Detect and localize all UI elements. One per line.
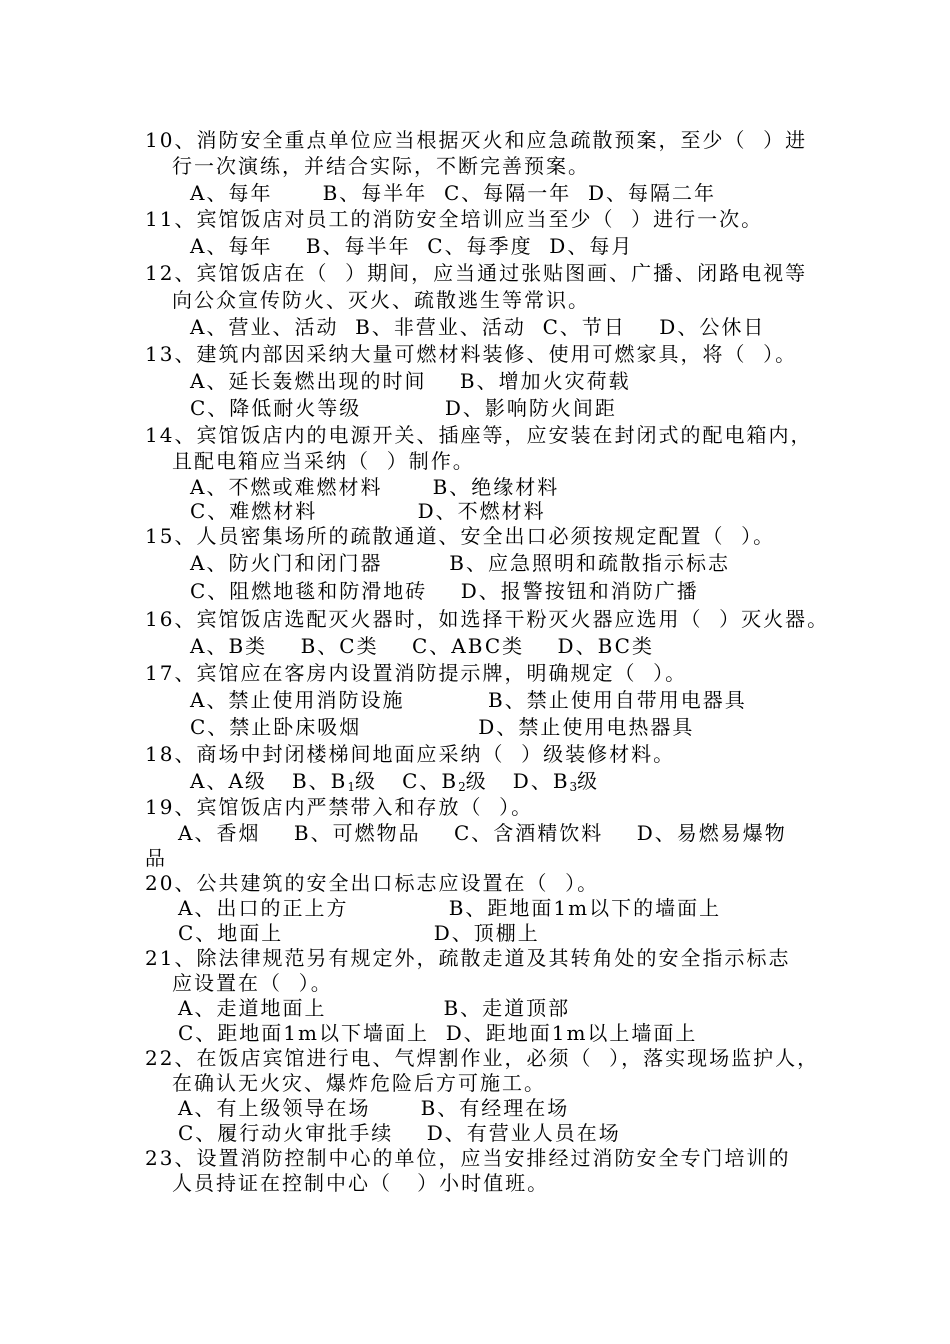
question-11-text: 11、宾馆饭店对员工的消防安全培训应当至少（ ）进行一次。	[145, 207, 764, 231]
question-18-options: A、A级 B、$B_1$级 C、$B_2$级 D、$B_3$级	[190, 769, 600, 794]
question-13-options-ab: A、延长轰燃出现的时间 B、增加火灾荷载	[190, 369, 631, 393]
question-10-text: 10、消防安全重点单位应当根据灭火和应急疏散预案，至少（ ）进	[145, 128, 808, 152]
question-11-options: A、每年 B、每半年 C、每季度 D、每月	[190, 234, 634, 258]
question-14-text-cont: 且配电箱应当采纳（ ）制作。	[172, 449, 475, 473]
question-15-options-ab: A、防火门和闭门器 B、应急照明和疏散指示标志	[190, 551, 730, 575]
question-22-text: 22、在饭店宾馆进行电、气焊割作业，必须（ ），落实现场监护人，	[145, 1046, 820, 1070]
question-15-text: 15、人员密集场所的疏散通道、安全出口必须按规定配置（ ）。	[145, 524, 776, 548]
question-21-text-cont: 应设置在（ ）。	[172, 971, 333, 995]
question-16-text: 16、宾馆饭店选配灭火器时，如选择干粉灭火器应选用（ ）灭火器。	[145, 607, 830, 631]
question-21-options-cd: C、距地面1m以下墙面上 D、距地面1m以上墙面上	[178, 1021, 698, 1045]
question-17-options-ab: A、禁止使用消防设施 B、禁止使用自带用电器具	[190, 688, 747, 712]
question-22-options-ab: A、有上级领导在场 B、有经理在场	[178, 1096, 570, 1120]
question-10-text-cont: 行一次演练，并结合实际，不断完善预案。	[172, 154, 590, 178]
question-16-options: A、B类 B、C类 C、ABC类 D、BC类	[190, 634, 654, 658]
question-12-options: A、营业、活动 B、非营业、活动 C、节日 D、公休日	[190, 315, 766, 339]
question-20-text: 20、公共建筑的安全出口标志应设置在（ ）。	[145, 871, 600, 895]
question-12-text: 12、宾馆饭店在（ ）期间，应当通过张贴图画、广播、闭路电视等	[145, 261, 808, 285]
question-17-options-cd: C、禁止卧床吸烟 D、禁止使用电热器具	[190, 715, 695, 739]
question-20-options-cd: C、地面上 D、顶棚上	[178, 921, 540, 945]
question-20-options-ab: A、出口的正上方 B、距地面1m以下的墙面上	[178, 896, 722, 920]
question-19-options-wrap: 品	[145, 846, 167, 870]
question-22-options-cd: C、履行动火审批手续 D、有营业人员在场	[178, 1121, 621, 1145]
question-21-text: 21、除法律规范另有规定外，疏散走道及其转角处的安全指示标志	[145, 946, 791, 970]
question-13-text: 13、建筑内部因采纳大量可燃材料装修、使用可燃家具，将（ ）。	[145, 342, 798, 366]
question-13-options-cd: C、降低耐火等级 D、影响防火间距	[190, 396, 617, 420]
question-15-options-cd: C、阻燃地毯和防滑地砖 D、报警按钮和消防广播	[190, 579, 699, 603]
question-10-options: A、每年 B、每半年 C、每隔一年 D、每隔二年	[190, 181, 717, 205]
question-14-options-ab: A、不燃或难燃材料 B、绝缘材料	[190, 475, 560, 499]
question-23-text-cont: 人员持证在控制中心（ ）小时值班。	[172, 1171, 550, 1195]
question-19-text: 19、宾馆饭店内严禁带入和存放（ ）。	[145, 795, 534, 819]
question-14-text: 14、宾馆饭店内的电源开关、插座等，应安装在封闭式的配电箱内，	[145, 423, 813, 447]
question-22-text-cont: 在确认无火灾、爆炸危险后方可施工。	[172, 1071, 546, 1095]
question-21-options-ab: A、走道地面上 B、走道顶部	[178, 996, 571, 1020]
question-14-options-cd: C、难燃材料 D、不燃材料	[190, 499, 546, 523]
question-18-text: 18、商场中封闭楼梯间地面应采纳（ ）级装修材料。	[145, 742, 676, 766]
question-17-text: 17、宾馆应在客房内设置消防提示牌，明确规定（ ）。	[145, 661, 688, 685]
question-19-options: A、香烟 B、可燃物品 C、含酒精饮料 D、易燃易爆物	[178, 821, 787, 845]
question-12-text-cont: 向公众宣传防火、灭火、疏散逃生等常识。	[172, 288, 590, 312]
question-23-text: 23、设置消防控制中心的单位，应当安排经过消防安全专门培训的	[145, 1146, 791, 1170]
